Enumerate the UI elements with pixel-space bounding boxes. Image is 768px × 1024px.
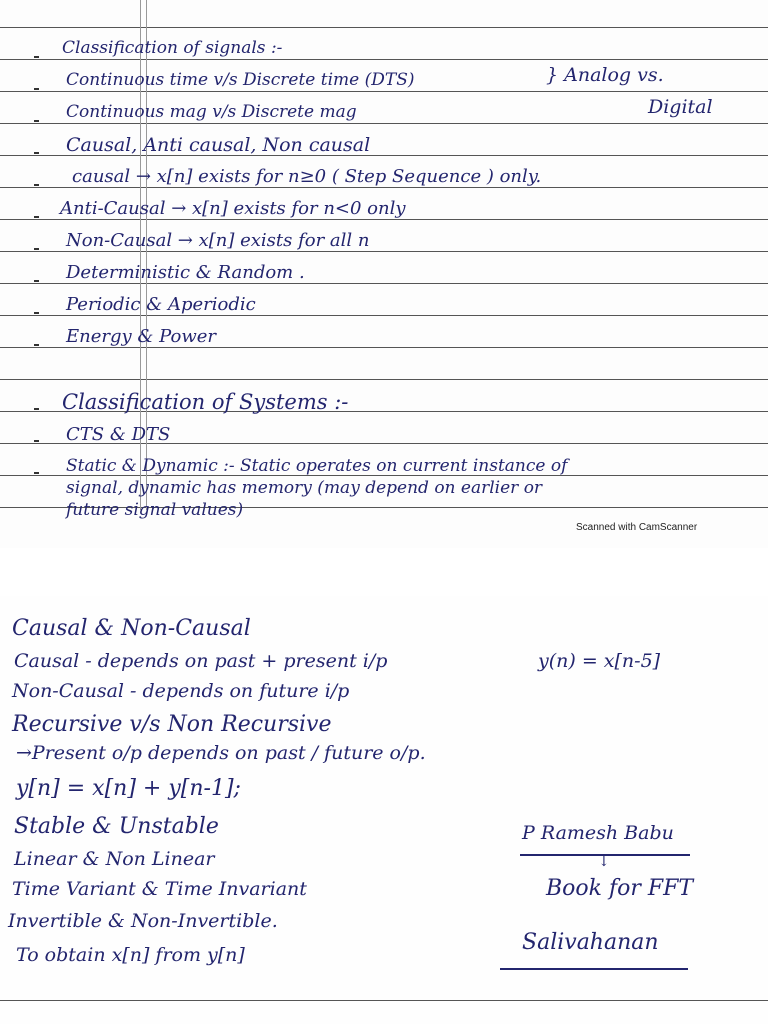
arrow-down-icon: ↓ [598,854,610,870]
bullet-dash [34,152,39,154]
note-line: Stable & Unstable [14,814,219,839]
note-line: Continuous mag v/s Discrete mag [66,102,357,122]
bullet-dash [34,56,39,58]
note-line: Linear & Non Linear [14,848,215,870]
scanner-watermark: Scanned with CamScanner [576,522,698,533]
note-line: causal → x[n] exists for n≥0 ( Step Sequence ) only. [72,166,542,187]
note-line: Causal, Anti causal, Non causal [66,134,371,156]
note-line: Recursive v/s Non Recursive [12,712,332,737]
note-line: To obtain x[n] from y[n] [16,944,245,966]
note-line: Invertible & Non-Invertible. [8,910,278,932]
note-line: Non-Causal - depends on future i/p [12,680,350,702]
page-gap [0,548,768,596]
bullet-dash [34,344,39,346]
brace-note: Digital [648,96,713,118]
bullet-dash [34,440,39,442]
note-line: Causal - depends on past + present i/p [14,650,388,672]
note-line: Energy & Power [66,326,217,347]
heading-signals: Classification of signals :- [62,38,283,58]
heading-causal: Causal & Non-Causal [12,616,251,641]
note-line: future signal values) [66,500,244,520]
notes-page-2 [0,596,768,1024]
note-line: Anti-Causal → x[n] exists for n<0 only [60,198,406,219]
note-line: →Present o/p depends on past / future o/p. [16,742,426,764]
equation: y[n] = x[n] + y[n-1]; [16,776,241,801]
book-note: Book for FFT [546,876,694,901]
note-line: Deterministic & Random . [66,262,305,283]
bullet-dash [34,120,39,122]
underline [500,968,688,970]
bullet-dash [34,408,39,410]
bullet-dash [34,280,39,282]
brace-note: } Analog vs. [546,64,664,86]
bullet-dash [34,312,39,314]
note-line: Time Variant & Time Invariant [12,878,307,900]
note-line: Non-Causal → x[n] exists for all n [66,230,370,251]
page-bottom-line [0,1000,768,1001]
note-line: signal, dynamic has memory (may depend on earlier or [66,478,543,498]
note-line: Continuous time v/s Discrete time (DTS) [66,70,415,90]
bullet-dash [34,248,39,250]
equation: y(n) = x[n-5] [538,650,661,672]
bullet-dash [34,472,39,474]
note-line: Periodic & Aperiodic [66,294,256,315]
heading-systems: Classification of Systems :- [62,390,349,414]
bullet-dash [34,88,39,90]
book-author-1: P Ramesh Babu [522,822,674,844]
book-author-2: Salivahanan [522,930,659,955]
note-line: CTS & DTS [66,424,171,445]
note-line: Static & Dynamic :- Static operates on current instance of [66,456,568,476]
bullet-dash [34,184,39,186]
bullet-dash [34,216,39,218]
